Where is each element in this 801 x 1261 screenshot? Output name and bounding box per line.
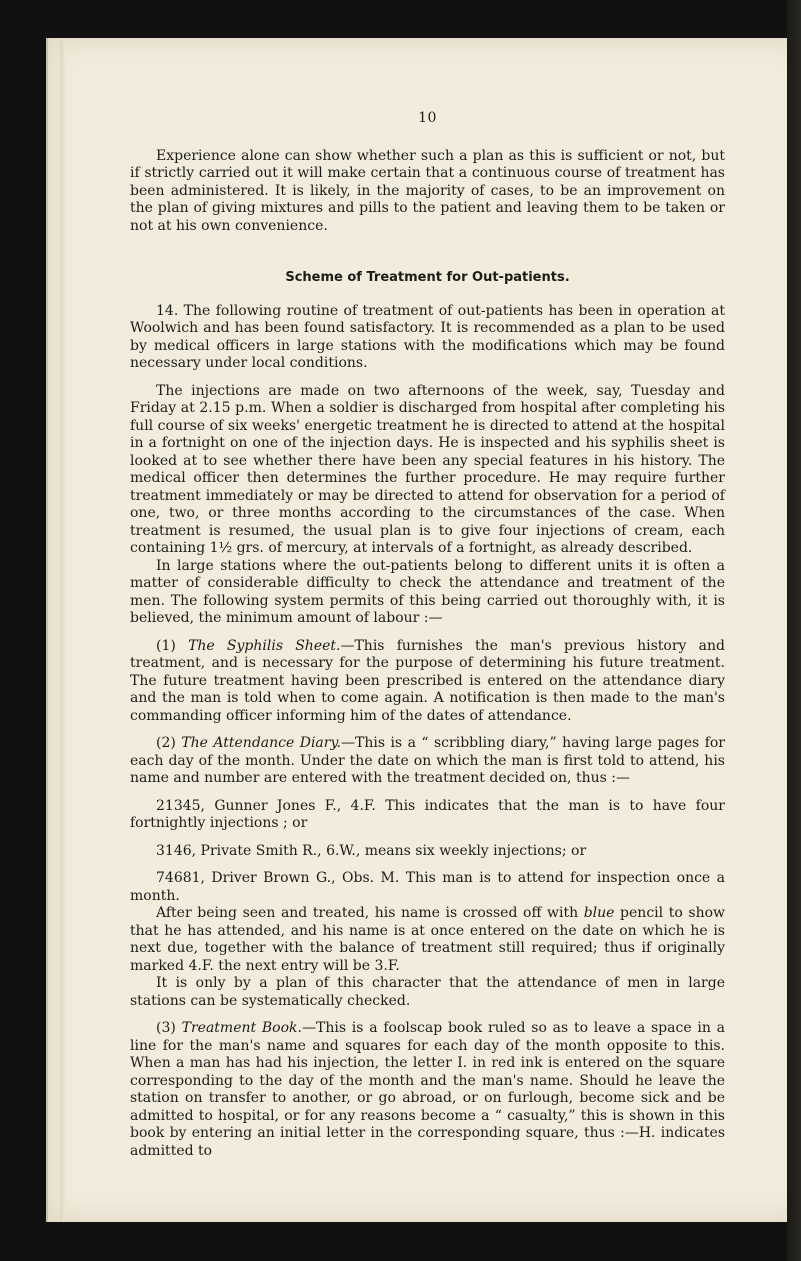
item-title: The Syphilis Sheet. [188, 637, 341, 654]
item-title: The Attendance Diary. [181, 735, 341, 751]
item-attendance-diary [130, 735, 725, 788]
item-number: (2) [156, 735, 176, 751]
paragraph-injections: The injections are made on two afternoons of the week, say, Tuesday and Friday at 2.15 p.m. When a soldier is discharged from hospital after completing his full course of six weeks' energetic treatment he is directed to attend at the hospital in a fortnight on one of the injection days. He is inspected and his syphilis sheet is looked at to see whether there have been any special features in his history. The medical officer then determines the further procedure. He may require further treatment immediately or may be directed to attend for observation for a period of one, two, or three months according to the circumstances of the case. When treatment is resumed, the usual plan is to give four injections of cream, each containing 1½ grs. of mercury, at intervals of a fortnight, as already described. [130, 382, 725, 556]
text-run: After being seen and treated, his name is crossed off with [156, 905, 584, 921]
item-title: Treatment Book. [181, 1020, 302, 1036]
page-number: 10 [418, 110, 437, 126]
example-jones: 21345, Gunner Jones F., 4.F. This indicates that the man is to have four fortnightly injections ; or [130, 797, 725, 831]
paragraph-large-stations: In large stations where the out-patients belong to different units it is often a matter of considerable difficulty to check the attendance and treatment of the men. The following system permits of this being carried out thoroughly with, it is believed, the minimum amount of labour :— [130, 557, 725, 626]
page-content [130, 110, 725, 1170]
item-text: —This furnishes the man's previous history and treatment, and is necessary for the purpose of determining his future treatment. The future treatment having been prescribed is entered on the attendance diary and the man is told when to come again. A notification is then made to the man's commanding officer informing him of the dates of attendance. [130, 637, 725, 724]
example-brown: 74681, Driver Brown G., Obs. M. This man is to attend for inspection once a month. [130, 870, 725, 904]
item-number: (1) [156, 637, 176, 654]
paragraph-only-by-plan: It is only by a plan of this character that the attendance of men in large stations can be systematically checked. [130, 975, 725, 1009]
paragraph-14: 14. The following routine of treatment of out-patients has been in operation at Woolwich and has been found satisfactory. It is recommended as a plan to be used by medical officers in large stations with the modifications which may be found necessary under local conditions. [130, 302, 725, 371]
item-number: (3) [156, 1020, 176, 1036]
item-treatment-book [130, 1020, 725, 1160]
page-binding-edge [60, 40, 66, 1220]
item-text: —This is a foolscap book ruled so as to leave a space in a line for the man's name and squares for each day of the month opposite to this. When a man has had his injection, the letter I. in red ink is entered on the square corresponding to the day of the month and the man's name. Should he leave the station on transfer to another, or go abroad, or on furlough, become sick and be admitted to hospital, or for any reasons become a “ casualty,” this is shown in this book by entering an initial letter in the corresponding square, thus :—H. indicates admitted to [130, 1020, 725, 1159]
section-heading: Scheme of Treatment for Out-patients. [285, 270, 570, 285]
item-text: —This is a “ scribbling diary,” having large pages for each day of the month. Under the date on which the man is first told to attend, his name and number are entered with the treatment decided on, thus :— [130, 735, 726, 786]
blue-word: blue [583, 905, 615, 921]
example-smith: 3146, Private Smith R., 6.W., means six weekly injections; or [156, 842, 587, 859]
scanner-edge [787, 0, 801, 1261]
paragraph-after-treated [130, 905, 725, 975]
intro-paragraph: Experience alone can show whether such a plan as this is sufficient or not, but if strictly carried out it will make certain that a continuous course of treatment has been administered. It is likely, in the majority of cases, to be an improvement on the plan of giving mixtures and pills to the patient and leaving them to be taken or not at his own convenience. [130, 147, 725, 234]
text-run: pencil to show that he has attended, and his name is at once entered on the date on which he is next due, together with the balance of treatment still required; thus if originally marked 4.F. the next entry will be 3.F. [130, 905, 725, 974]
item-syphilis-sheet [130, 638, 725, 726]
